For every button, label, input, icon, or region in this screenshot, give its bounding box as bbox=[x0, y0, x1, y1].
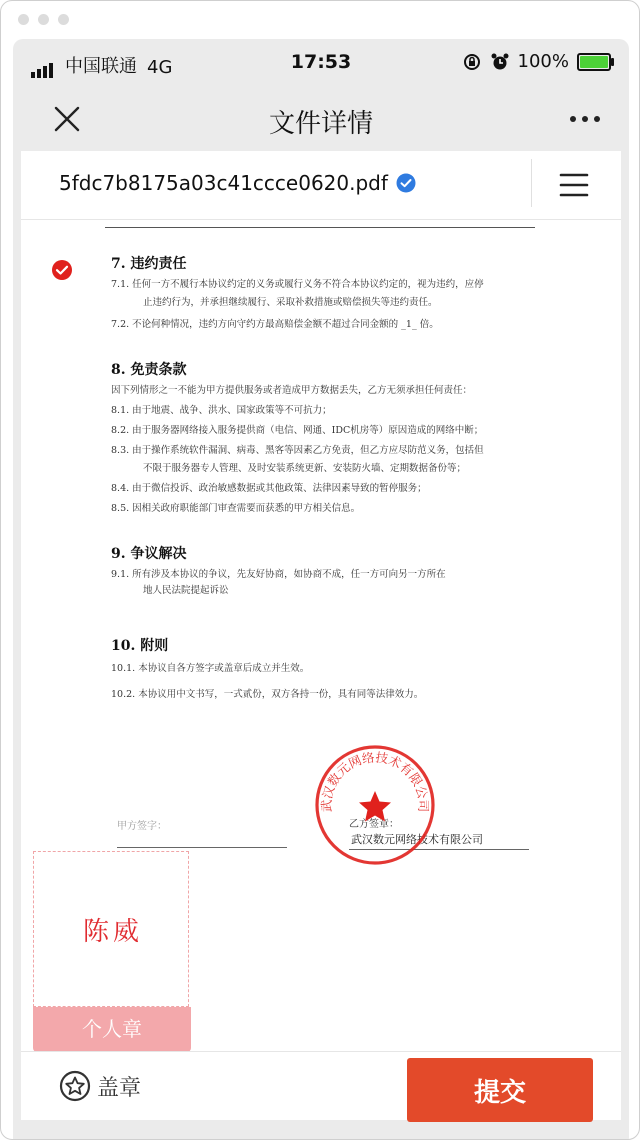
battery-icon bbox=[577, 53, 611, 71]
personal-stamp[interactable] bbox=[33, 851, 191, 1053]
section-title: 10. 附则 bbox=[111, 638, 169, 654]
clause: 因下列情形之一不能为甲方提供服务或者造成甲方数据丢失，乙方无须承担任何责任： bbox=[111, 385, 473, 396]
party-a-sign-label: 甲方签字： bbox=[117, 821, 167, 832]
nav-bar bbox=[13, 87, 629, 151]
company-seal bbox=[313, 743, 437, 867]
clause: 7.1. 任何一方不履行本协议约定的义务或履行义务不符合本协议约定的，视为违约，应停 bbox=[111, 279, 484, 290]
file-name-text: 5fdc7b8175a03c41ccce0620.pdf bbox=[59, 171, 388, 195]
clause: 8.3. 由于操作系统软件漏洞、病毒、黑客等因素乙方免责，但乙方应尽防范义务，包括但 bbox=[111, 445, 484, 456]
network-type: 4G bbox=[147, 57, 173, 78]
rotation-lock-icon bbox=[462, 52, 482, 72]
bottom-bar bbox=[21, 1051, 621, 1120]
section-title: 8. 免责条款 bbox=[111, 362, 187, 378]
document-page bbox=[21, 151, 621, 1119]
personal-stamp-label[interactable]: 个人章 bbox=[33, 1007, 191, 1052]
page-title: 文件详情 bbox=[268, 109, 373, 139]
section-title: 7. 违约责任 bbox=[111, 256, 187, 272]
stamp-star-icon bbox=[59, 1070, 91, 1102]
battery-percent: 100% bbox=[517, 51, 569, 72]
header-divider bbox=[531, 159, 532, 207]
clause: 不限于服务器专人管理、及时安装系统更新、安装防火墙、定期数据备份等； bbox=[143, 463, 467, 474]
clause: 止违约行为，并承担继续履行、采取补救措施或赔偿损失等违约责任。 bbox=[143, 297, 438, 308]
clause: 10.1. 本协议自各方签字或盖章后成立并生效。 bbox=[111, 663, 310, 674]
personal-stamp-name: 陈威 bbox=[83, 917, 144, 947]
clause: 8.5. 因相关政府职能部门审查需要而获悉的甲方相关信息。 bbox=[111, 503, 361, 514]
seal-text: 武汉数元网络技术有限公司 bbox=[318, 749, 432, 813]
stamp-button-label: 盖章 bbox=[97, 1075, 142, 1101]
check-circle-icon[interactable] bbox=[51, 259, 73, 281]
clause: 8.4. 由于微信投诉、政治敏感数据或其他政策、法律因素导致的暂停服务； bbox=[111, 483, 427, 494]
window-dot bbox=[18, 14, 29, 25]
party-b-company: 武汉数元网络技术有限公司 bbox=[351, 833, 483, 846]
stamp-button[interactable] bbox=[59, 1070, 141, 1102]
status-bar bbox=[13, 39, 629, 87]
submit-button[interactable]: 提交 bbox=[407, 1058, 593, 1122]
file-name bbox=[59, 171, 416, 195]
status-right bbox=[462, 51, 611, 72]
more-icon[interactable] bbox=[565, 105, 605, 133]
clause: 8.2. 由于服务器网络接入服务提供商（电信、网通、IDC机房等）原因造成的网络中断； bbox=[111, 425, 484, 436]
file-header bbox=[21, 151, 621, 220]
section-title: 9. 争议解决 bbox=[111, 546, 187, 562]
alarm-icon bbox=[490, 52, 510, 72]
phone-screen bbox=[13, 39, 629, 1140]
party-b-sign-label: 乙方签章： bbox=[349, 819, 399, 830]
window-dot bbox=[58, 14, 69, 25]
document-content bbox=[21, 219, 621, 1041]
clause: 10.2. 本协议用中文书写，一式贰份，双方各持一份，具有同等法律效力。 bbox=[111, 689, 424, 700]
clause: 7.2. 不论何种情况，违约方向守约方最高赔偿金额不超过合同金额的 _1_ 倍。 bbox=[111, 319, 439, 330]
clause: 8.1. 由于地震、战争、洪水、国家政策等不可抗力； bbox=[111, 405, 332, 416]
document-rule bbox=[105, 227, 535, 228]
verified-icon bbox=[396, 173, 416, 193]
window-dot bbox=[38, 14, 49, 25]
carrier-name: 中国联通 bbox=[65, 56, 137, 77]
party-a-sign-line bbox=[117, 847, 287, 848]
clause: 地人民法院提起诉讼 bbox=[143, 585, 229, 596]
clause: 9.1. 所有涉及本协议的争议，先友好协商，如协商不成，任一方可向另一方所在 bbox=[111, 569, 446, 580]
status-time: 17:53 bbox=[290, 51, 352, 73]
menu-icon[interactable] bbox=[559, 171, 589, 199]
